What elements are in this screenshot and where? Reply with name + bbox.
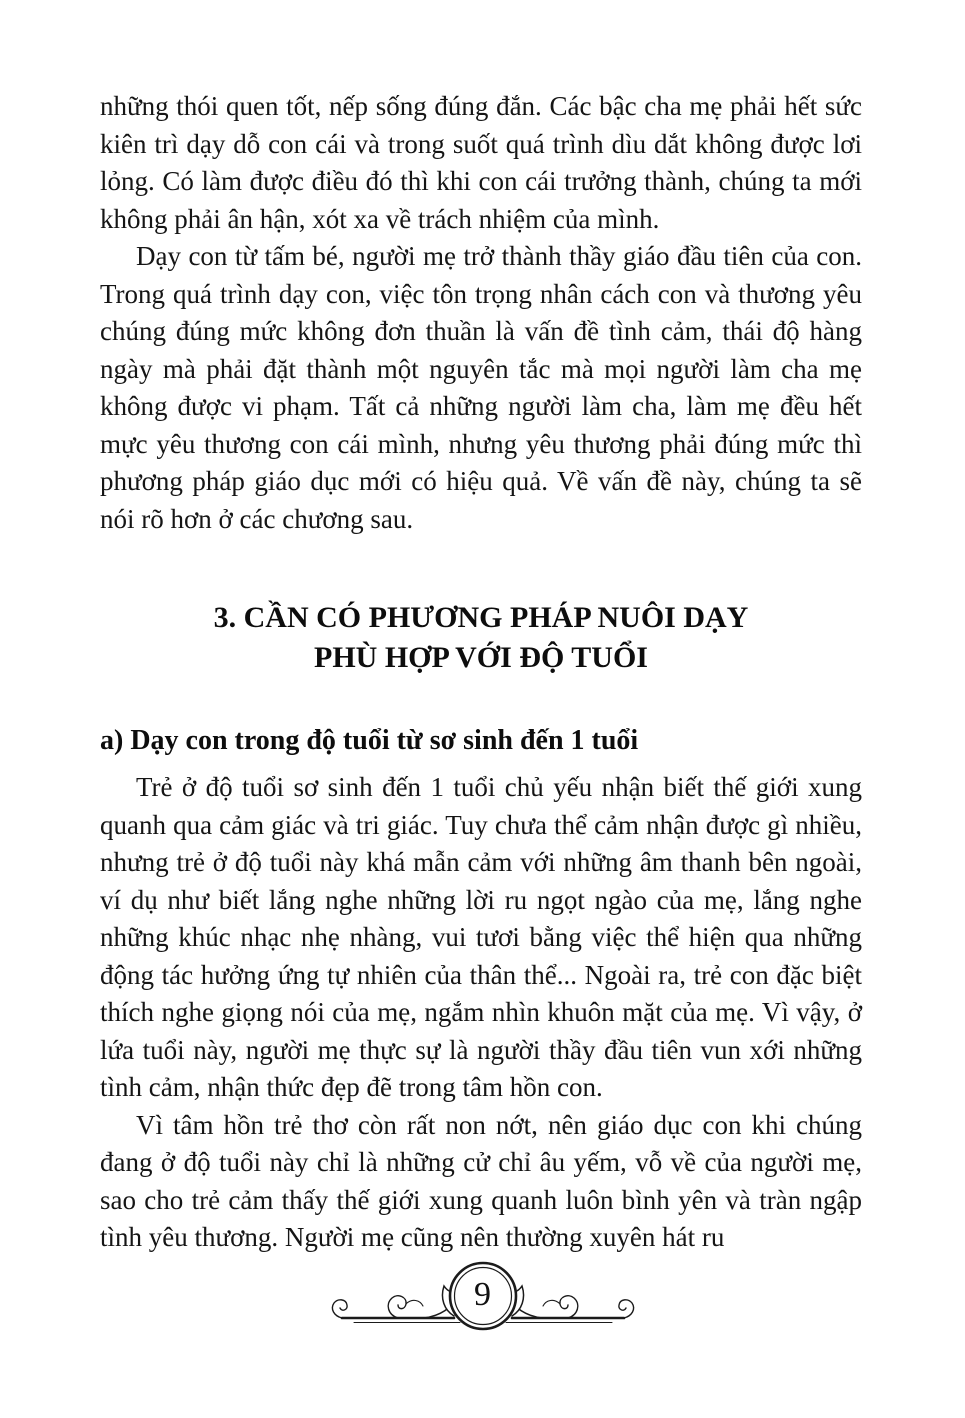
section-heading-line2: PHÙ HỢP VỚI ĐỘ TUỔI <box>314 641 648 674</box>
paragraph: Dạy con từ tấm bé, người mẹ trở thành thầy giáo đầu tiên của con. Trong quá trình dạy con, việc tôn trọng nhân cách con và thương yêu chúng đúng mức không đơn thuần là vấn đề tình cảm, thái độ hàng ngày mà phải đặt thành một nguyên tắc mà mọi người làm cha mẹ không được vi phạm. Tất cả những người làm cha, làm mẹ đều hết mực yêu thương con cái mình, nhưng yêu thương phải đúng mức thì phương pháp giáo dục mới có hiệu quả. Về vấn đề này, chúng ta sẽ nói rõ hơn ở các chương sau. <box>100 241 862 534</box>
page-number: 9 <box>474 1276 491 1313</box>
footer-ornament <box>328 1254 638 1346</box>
section-heading-line1: 3. CẦN CÓ PHƯƠNG PHÁP NUÔI DẠY <box>213 601 749 634</box>
section-heading <box>100 598 862 678</box>
paragraph-continuation: những thói quen tốt, nếp sống đúng đắn. Các bậc cha mẹ phải hết sức kiên trì dạy dỗ con cái và trong suốt quá trình dìu dắt không được lơi lỏng. Có làm được điều đó thì khi con cái trưởng thành, chúng ta mới không phải ân hận, xót xa về trách nhiệm của mình. <box>100 91 862 234</box>
page-footer <box>0 1254 965 1346</box>
paragraph: Vì tâm hồn trẻ thơ còn rất non nớt, nên giáo dục con khi chúng đang ở độ tuổi này chỉ là những cử chỉ âu yếm, vỗ về của người mẹ, sao cho trẻ cảm thấy thế giới xung quanh luôn bình yên và tràn ngập tình yêu thương. Người mẹ cũng nên thường xuyên hát ru <box>100 1109 862 1252</box>
paragraph: Trẻ ở độ tuổi sơ sinh đến 1 tuổi chủ yếu nhận biết thế giới xung quanh qua cảm giác và tri giác. Tuy chưa thể cảm nhận được gì nhiều, nhưng trẻ ở độ tuổi này khá mẫn cảm với những âm thanh bên ngoài, ví dụ như biết lắng nghe những lời ru ngọt ngào của mẹ, lắng nghe những khúc nhạc nhẹ nhàng, vui tươi bằng việc thể hiện qua những động tác hưởng ứng tự nhiên của thân thể... Ngoài ra, trẻ con đặc biệt thích nghe giọng nói của mẹ, ngắm nhìn khuôn mặt của mẹ. Vì vậy, ở lứa tuổi này, người mẹ thực sự là người thầy đầu tiên vun xới những tình cảm, nhận thức đẹp đẽ trong tâm hồn con. <box>100 772 862 1102</box>
subsection-heading: a) Dạy con trong độ tuổi từ sơ sinh đến 1 tuổi <box>100 725 639 756</box>
